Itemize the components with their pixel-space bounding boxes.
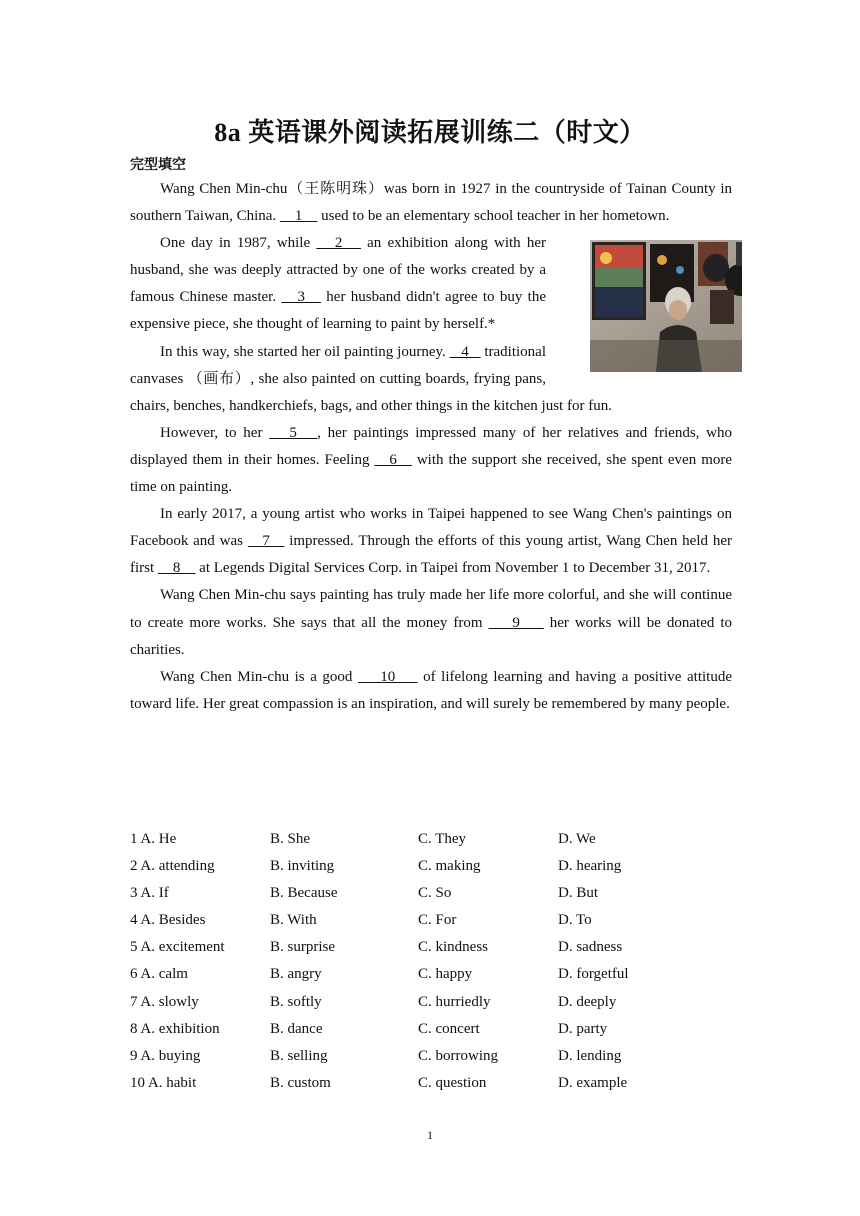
blank-6: 6 <box>374 451 412 468</box>
text: her works will be donated to charities. <box>130 614 733 658</box>
option: D. party <box>558 1020 608 1037</box>
option-row <box>130 907 750 934</box>
text: , her paintings impressed many of her relatives and friends, who displayed them in their homes. Feeling <box>130 424 732 468</box>
option: 10 A. habit <box>130 1074 197 1091</box>
paragraph <box>130 664 732 718</box>
option: D. hearing <box>558 858 622 875</box>
text: Wang Chen Min-chu（王陈明珠）was born in 1927 in the countryside of Tainan County in southern Taiwan, China. <box>130 181 732 225</box>
blank-8: 8 <box>157 560 196 577</box>
text: with the support she received, she spent even more time on painting. <box>130 451 733 496</box>
blank-4: 4 <box>449 343 481 360</box>
option: 6 A. calm <box>130 966 188 983</box>
option: B. angry <box>270 966 322 983</box>
option: D. To <box>558 912 592 929</box>
text: of lifelong learning and having a positive attitude toward life. Her great compassion is an inspiration, and will surely be remembered by many people. <box>130 668 733 712</box>
text: used to be an elementary school teacher in her hometown. <box>317 208 670 225</box>
blank-2: 2 <box>316 235 361 252</box>
option-row <box>130 961 750 988</box>
option-row <box>130 880 750 907</box>
option: D. deeply <box>558 993 617 1010</box>
option: C. For <box>418 912 457 929</box>
text: In early 2017, a young artist who works in Taipei happened to see Wang Chen's paintings on Facebook and was <box>130 506 732 550</box>
option: C. borrowing <box>418 1047 498 1064</box>
option: C. hurriedly <box>418 993 491 1010</box>
option: D. example <box>558 1074 628 1091</box>
text: an exhibition along with her husband, she was deeply attracted by one of the works created by a famous Chinese master. <box>130 235 547 306</box>
option: 5 A. excitement <box>130 939 225 956</box>
blank-10: 10 <box>358 668 418 685</box>
text: Wang Chen Min-chu says painting has truly made her life more colorful, and she will continue to create more works. She says that all the money from <box>130 587 732 631</box>
option: C. concert <box>418 1020 480 1037</box>
option-row <box>130 826 750 853</box>
option-row <box>130 989 750 1016</box>
option: B. inviting <box>270 858 335 875</box>
option: B. softly <box>270 993 322 1010</box>
option: B. selling <box>270 1047 328 1064</box>
painting-photo <box>560 240 742 372</box>
option: C. happy <box>418 966 473 983</box>
text: at Legends Digital Services Corp. in Taipei from November 1 to December 31, 2017. <box>195 560 711 577</box>
option: 3 A. If <box>130 885 169 902</box>
option: 4 A. Besides <box>130 912 206 929</box>
paragraph <box>130 176 732 230</box>
paragraph <box>130 230 732 338</box>
text: However, to her <box>160 424 270 441</box>
option-row <box>130 1016 750 1043</box>
option: D. But <box>558 885 599 902</box>
option-row <box>130 934 750 961</box>
option: C. question <box>418 1074 487 1091</box>
text: traditional canvases （画布）, she also painted on cutting boards, frying pans, chairs, benches, handkerchiefs, bags, and other things in the kitchen just for fun. <box>130 343 612 414</box>
text: impressed. Through the efforts of this young artist, Wang Chen held her first <box>130 533 732 577</box>
option: B. With <box>270 912 317 929</box>
blank-3: 3 <box>281 289 321 306</box>
section-heading: 完型填空 <box>130 157 186 173</box>
passage <box>130 176 732 718</box>
option: D. forgetful <box>558 966 629 983</box>
option: 7 A. slowly <box>130 993 199 1010</box>
option: C. They <box>418 831 467 847</box>
text: One day in 1987, while <box>160 235 317 252</box>
option: D. lending <box>558 1047 622 1064</box>
blank-5: 5 <box>269 424 318 441</box>
paragraph <box>130 501 732 582</box>
document-title: 8a 英语课外阅读拓展训练二（时文） <box>214 118 646 147</box>
option: 9 A. buying <box>130 1047 201 1064</box>
option: D. sadness <box>558 939 623 956</box>
blank-7: 7 <box>247 533 285 550</box>
option-row <box>130 1070 750 1097</box>
option: B. custom <box>270 1074 331 1091</box>
blank-1: 1 <box>279 208 318 225</box>
paragraph <box>130 420 732 501</box>
option: 8 A. exhibition <box>130 1020 220 1037</box>
option: C. making <box>418 858 481 875</box>
page-number: 1 <box>427 1128 433 1142</box>
text: In this way, she started her oil painting journey. <box>160 343 450 360</box>
option: C. So <box>418 885 452 902</box>
option: B. Because <box>270 885 338 902</box>
option: C. kindness <box>418 939 489 956</box>
blank-9: 9 <box>488 614 544 631</box>
text: her husband didn't agree to buy the expensive piece, she thought of learning to paint by herself.* <box>130 289 547 333</box>
option: D. We <box>558 831 596 847</box>
option: 1 A. He <box>130 831 177 847</box>
option: B. surprise <box>270 939 335 956</box>
option: 2 A. attending <box>130 858 215 875</box>
answer-options <box>130 826 750 1097</box>
text: Wang Chen Min-chu is a good <box>160 668 358 685</box>
option-row <box>130 853 750 880</box>
paragraph <box>130 582 732 663</box>
option: B. She <box>270 831 311 847</box>
option-row <box>130 1043 750 1070</box>
option: B. dance <box>270 1020 323 1037</box>
